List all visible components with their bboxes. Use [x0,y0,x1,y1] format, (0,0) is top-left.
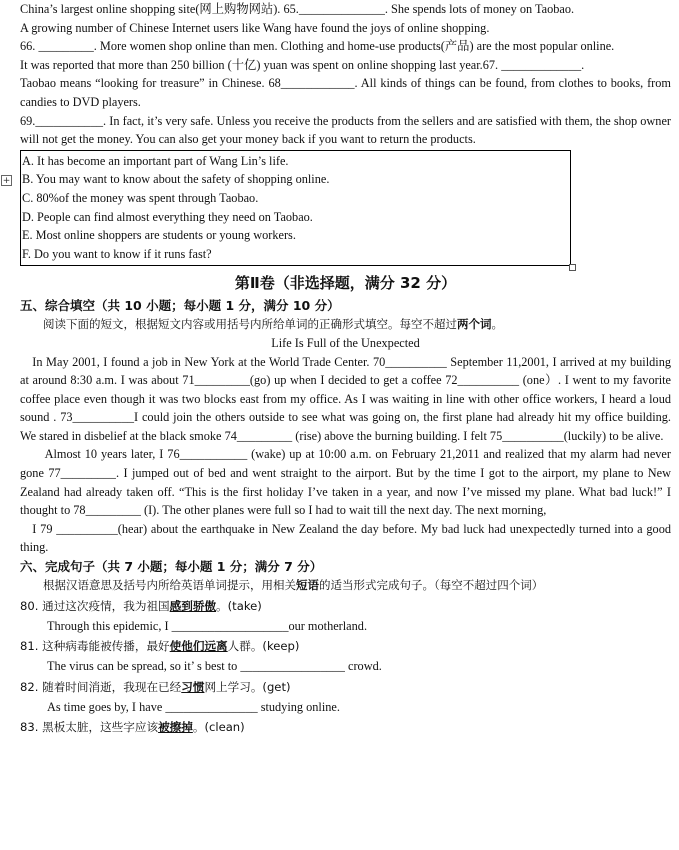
section6-instruction-end: 的适当形式完成句子。（每空不超过四个词） [319,578,544,593]
item-81-cn-post: 人群。(keep) [227,639,300,654]
section5-instruction-end: 。 [491,317,503,332]
section5-heading: 五、综合填空（共 10 小题；每小题 1 分，满分 10 分） [20,298,340,314]
option-f: F. Do you want to know if it runs fast? [22,246,212,261]
passage-line-2: A growing number of Chinese Internet users like Wang have found the joys of online shopping. [20,20,490,35]
item-81-chinese [20,637,671,656]
item-82-cn-post: 网上学习。(get) [204,679,291,694]
option-e: E. Most online shoppers are students or young workers. [22,228,296,243]
section5-instruction-bold: 两个词 [457,317,492,332]
item-80-chinese [20,597,671,616]
story-para-2: Almost 10 years later, I 76___________ (wake) up at 10:00 a.m. on February 21,2011 and realized that my alarm had never gone 77_________. I jumped out of bed and went straight to the airport. But by the time I got to the airport, my plane to New Zealand had already taken off. “This is the first holiday I’ve taken in a year, and now I’ve missed my plane. What bad luck!” I thought to 78_________ (I). The other planes were full so I had to wait till the next day. The next morning, [20,447,671,518]
item-83-cn-pre: 83. 黑板太脏，这些字应该 [20,720,159,735]
item-80-cn-post: 。(take) [216,598,262,613]
passage-para-67: It was reported that more than 250 billion (十亿) yuan was spent on online shopping last year.67. _____________. [20,57,585,72]
passage-para-68: Taobao means “looking for treasure” in Chinese. 68____________. All kinds of things can be found, from clothes to books, from candies to DVD players. [20,76,671,109]
section6-instruction-bold: 短语 [296,578,319,593]
section5-instruction [20,315,671,334]
item-82-chinese [20,678,671,697]
section6-instruction [20,576,671,595]
item-80-english: Through this epidemic, I ___________________our motherland. [47,618,368,633]
passage-para-66: 66. _________. More women shop online than men. Clothing and home-use products(产品) are the most popular online. [20,39,615,54]
exam-page [20,0,671,737]
options-textbox[interactable] [20,150,571,267]
section5-instruction-text: 阅读下面的短文，根据短文内容或用括号内所给单词的正确形式填空。每空不超过 [43,317,457,332]
anchor-icon[interactable]: + [2,176,11,186]
item-81-cn-key: 使他们远离 [169,639,228,654]
item-80-cn-key: 感到骄傲 [169,598,217,613]
story-para-3: I 79 __________(hear) about the earthquake in New Zealand the day before. My bad luck had unexpectedly turned into a good thing. [20,521,671,555]
resize-handle[interactable] [569,264,576,271]
section6-instruction-text: 根据汉语意思及括号内所给英语单词提示，用相关 [43,578,296,593]
story-title: Life Is Full of the Unexpected [271,335,420,350]
option-d: D. People can find almost everything they need on Taobao. [22,209,313,224]
option-c: C. 80%of the money was spent through Taobao. [22,190,259,205]
option-a: A. It has become an important part of Wang Lin’s life. [22,153,289,168]
option-b: B. You may want to know about the safety of shopping online. [22,172,330,187]
item-80-cn-pre: 80. 通过这次疫情，我为祖国 [20,598,170,613]
item-82-cn-key: 习惯 [181,679,205,694]
item-82-cn-pre: 82. 随着时间消逝，我现在已经 [20,679,182,694]
item-83-cn-key: 被擦掉 [158,720,193,735]
item-81-english: The virus can be spread, so it’ s best to _________________ crowd. [47,659,382,674]
section6-heading: 六、完成句子（共 7 小题；每小题 1 分；满分 7 分） [20,559,323,575]
passage-line-1: China’s largest online shopping site(网上购物网站). 65.______________. She spends lots of money on Taobao. [20,2,575,16]
passage-para-69: 69.___________. In fact, it’s very safe. Unless you receive the products from the sellers and are satisfied with them, the shop owner will not get the money. You can also get your money back if you want to return the products. [20,113,671,147]
story-para-1: In May 2001, I found a job in New York at the World Trade Center. 70__________ September 11,2001, I arrived at my building at around 8:30 a.m. I was about 71_________(go) up when I decided to get a coffee 72__________ (one）. I went to my favorite coffee place even though it was two blocks east from my office. As I was waiting in line with other office workers, I heard a loud sound . 73__________I could join the others outside to see what was going on, the first plane had already hit my office building. We stared in disbelief at the black smoke 74_________ (rise) above the burning building. I felt 75__________(luckily) to be alive. [20,354,671,443]
item-83-cn-post: 。(clean) [192,720,245,735]
item-82-english: As time goes by, I have _______________ studying online. [47,699,340,714]
item-83-chinese [20,718,671,737]
section2-title: 第Ⅱ卷（非选择题，满分 32 分） [234,274,457,293]
item-81-cn-pre: 81. 这种病毒能被传播，最好 [20,639,170,654]
